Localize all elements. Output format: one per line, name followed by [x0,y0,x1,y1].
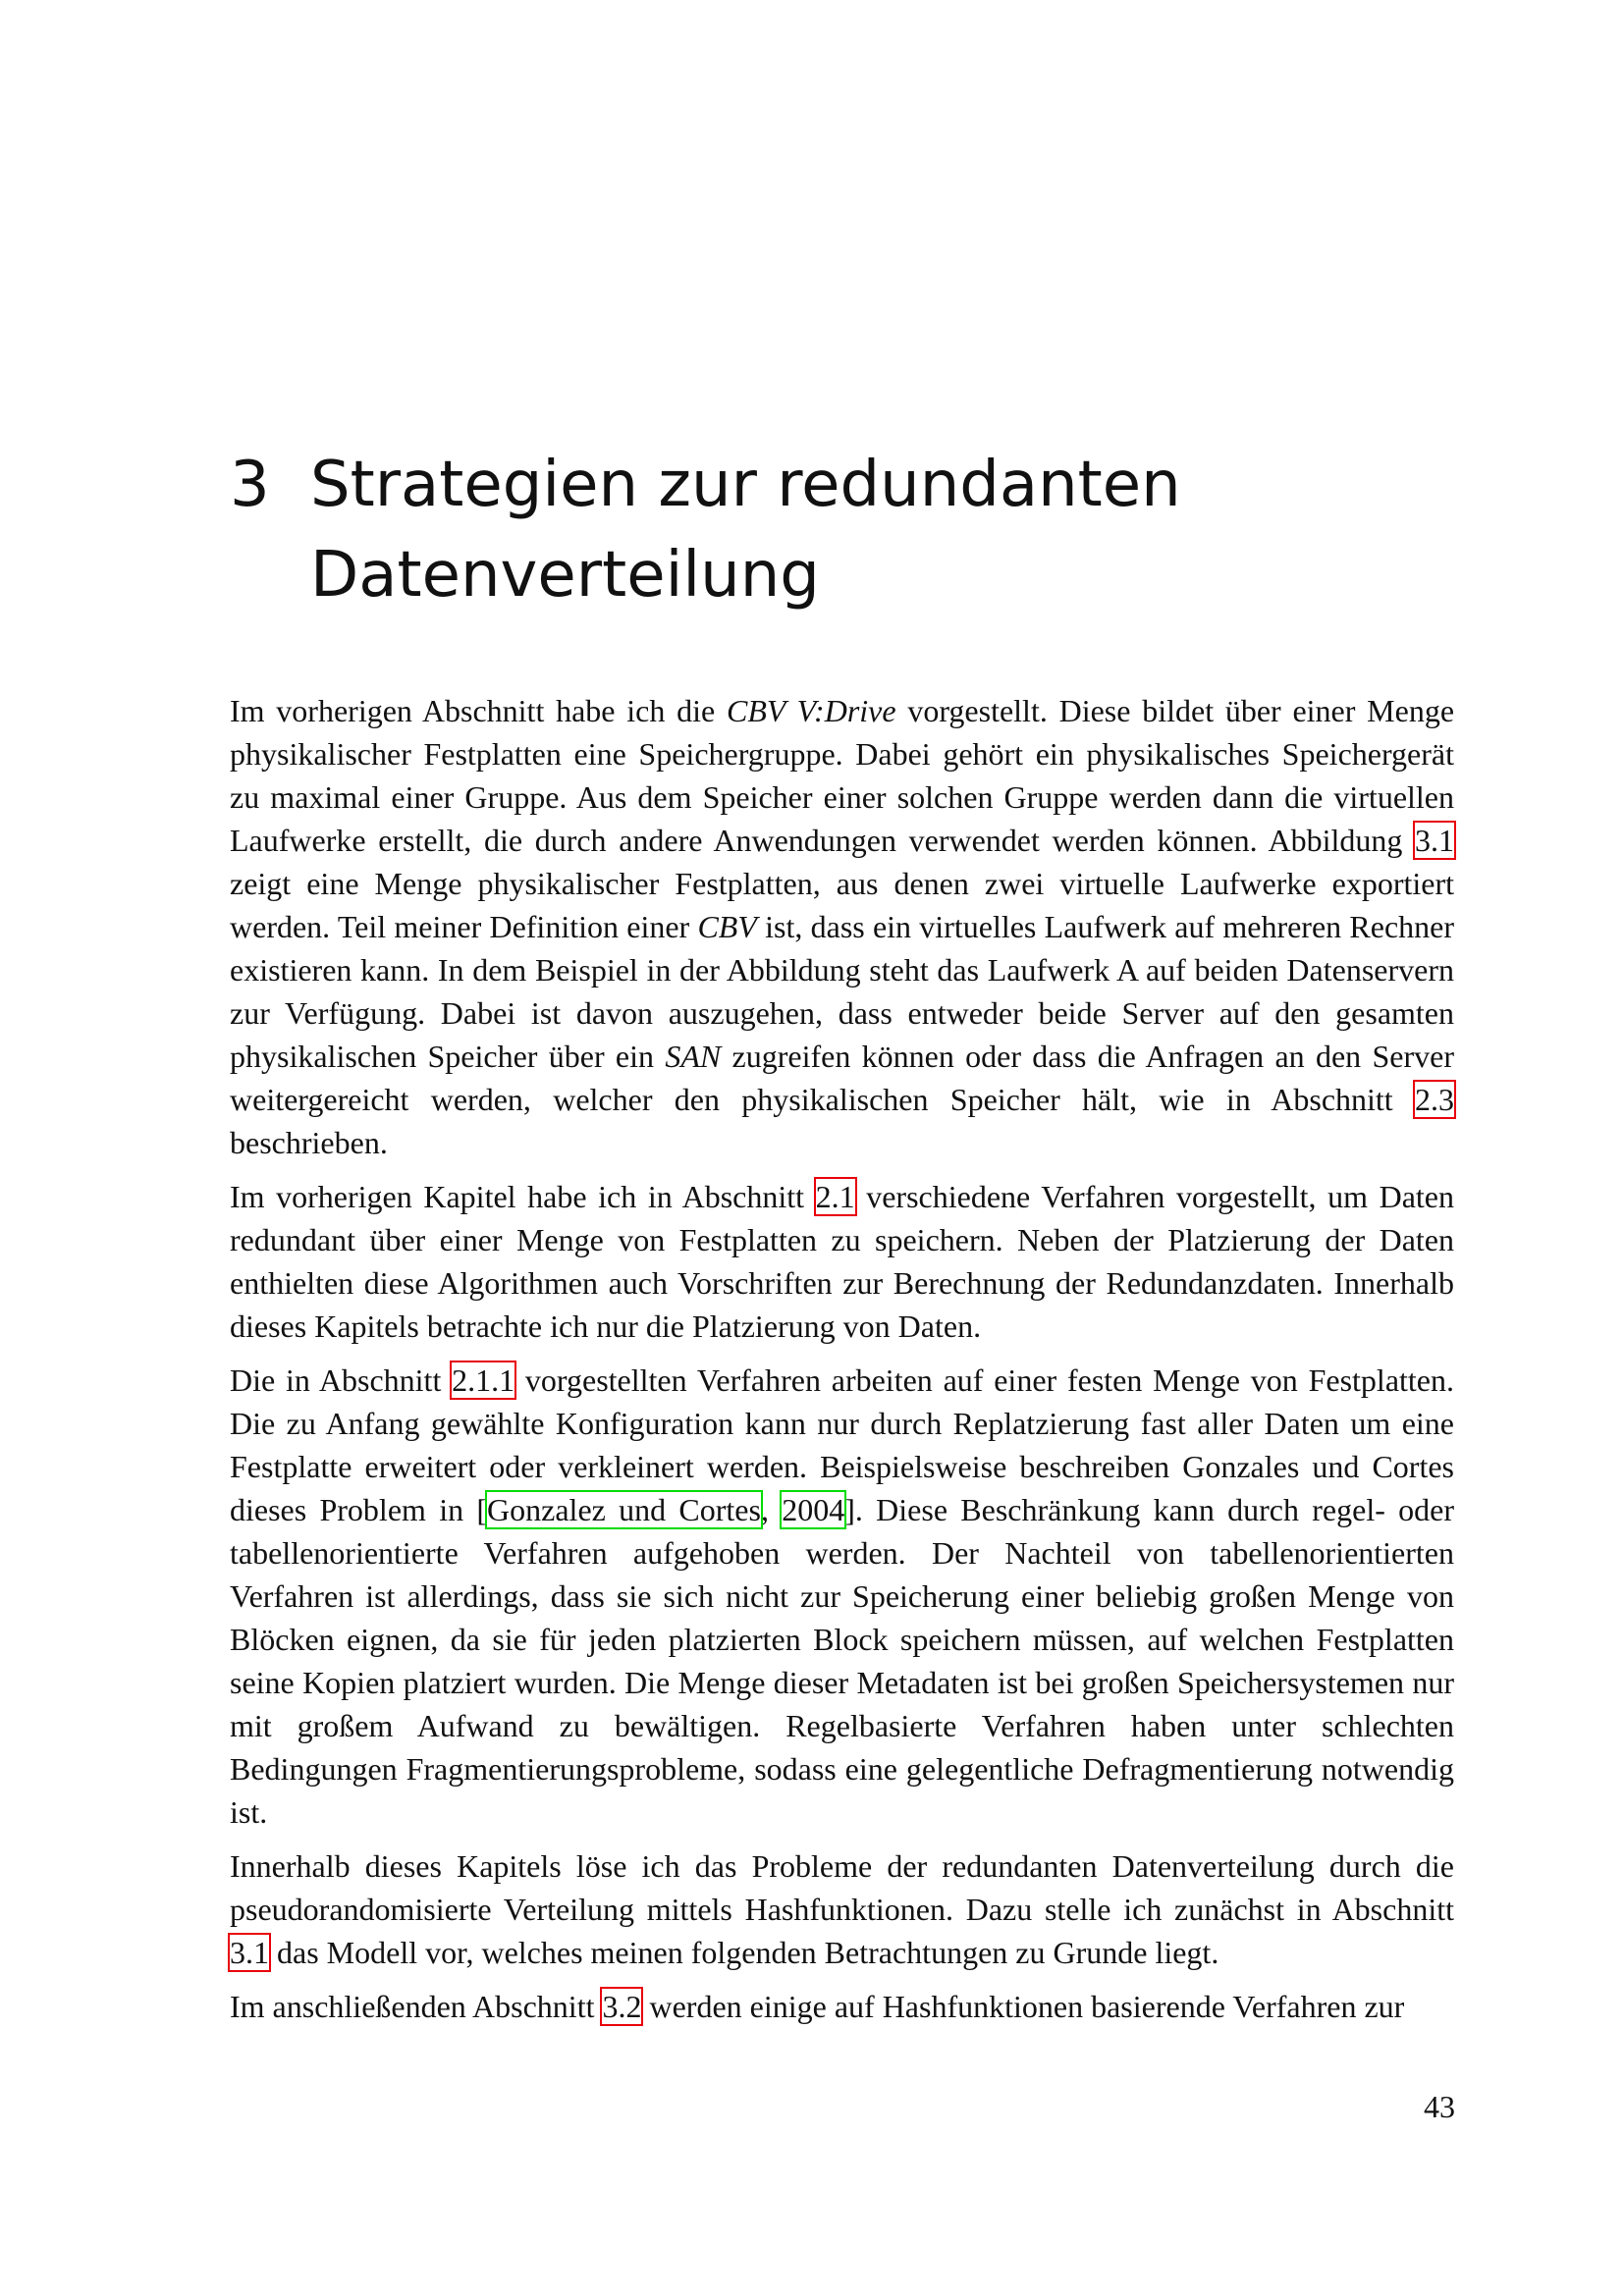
p1-text-1: Im vorherigen Abschnitt habe ich die [230,693,727,728]
term-cbv: CBV [697,909,757,944]
p3-text-4: ]. Diese Beschränkung kann durch regel- oder tabellenorientierte Verfahren aufgehoben werden. Der Nachteil von tabellenorientierten Verfahren ist allerdings, dass sie sich nicht zur Speicherung einer beliebig großen Menge von Blöcken eignen, da sie für jeden platzierten Block speichern müssen, auf welchen Festplatten seine Kopien platziert wurden. Die Menge dieser Metadaten ist bei großen Speichersystemen nur mit großem Aufwand zu bewältigen. Regelbasierte Verfahren haben unter schlechten Bedingungen Fragmentierungsprobleme, sodass eine gelegentliche Defragmentierung notwendig ist. [230,1492,1455,1830]
citation-authors[interactable]: Gonzalez und Cortes [487,1492,761,1527]
paragraph-1 [230,689,1454,1164]
chapter-title-line-1: Strategien zur redundanten [310,449,1181,521]
paragraph-4 [230,1844,1454,1974]
section-ref-3-1[interactable]: 3.1 [230,1935,269,1970]
chapter-title [230,440,1506,620]
section-ref-2-1[interactable]: 2.1 [815,1179,855,1214]
p2-text-1: Im vorherigen Kapitel habe ich in Abschnitt [230,1179,816,1214]
paragraph-5 [230,1985,1454,2028]
p5-text-1: Im anschließenden Abschnitt [230,1989,603,2024]
body-text [230,689,1454,2039]
p1-text-5: zugreifen können oder dass die Anfragen an den Server weitergereicht werden, welcher den physikalischen Speicher hält, wie in Abschnitt [230,1039,1455,1117]
p3-text-3: , [760,1492,783,1527]
p1-text-4: ist, dass ein virtuelles Laufwerk auf mehreren Rechner existieren kann. In dem Beispiel in der Abbildung steht das Laufwerk A auf beiden Datenservern zur Verfügung. Dabei ist davon auszugehen, dass entweder beide Server auf den gesamten physikalischen Speicher über ein [230,909,1455,1074]
figure-ref-3-1[interactable]: 3.1 [1415,823,1454,858]
citation-year[interactable]: 2004 [782,1492,845,1527]
p3-text-1: Die in Abschnitt [230,1362,453,1398]
p4-text-1: Innerhalb dieses Kapitels löse ich das Probleme der redundanten Datenverteilung durch die pseudorandomisierte Verteilung mittels Hashfunktionen. Dazu stelle ich zunächst in Abschnitt [230,1848,1454,1927]
p1-text-6: beschrieben. [230,1125,388,1160]
paragraph-3 [230,1359,1454,1834]
page-number: 43 [1424,2089,1455,2124]
paragraph-2 [230,1175,1454,1348]
section-ref-3-2[interactable]: 3.2 [602,1989,642,2024]
p1-text-3: zeigt eine Menge physikalischer Festplatten, aus denen zwei virtuelle Laufwerke exportiert werden. Teil meiner Definition einer [230,866,1454,944]
p1-text-2: vorgestellt. Diese bildet über einer Menge physikalischer Festplatten eine Speichergruppe. Dabei gehört ein physikalisches Speichergerät zu maximal einer Gruppe. Aus dem Speicher einer solchen Gruppe werden dann die virtuellen Laufwerke erstellt, die durch andere Anwendungen verwendet werden können. Abbildung [230,693,1455,858]
p5-text-2: werden einige auf Hashfunktionen basierende Verfahren zur [641,1989,1405,2024]
p2-text-2: verschiedene Verfahren vorgestellt, um Daten redundant über einer Menge von Festplatten zu speichern. Neben der Platzierung der Daten enthielten diese Algorithmen auch Vorschriften zur Berechnung der Redundanzdaten. Innerhalb dieses Kapitels betrachte ich nur die Platzierung von Daten. [230,1179,1455,1344]
term-cbv-vdrive: CBV V:Drive [726,693,896,728]
section-ref-2-3[interactable]: 2.3 [1415,1082,1454,1117]
section-ref-2-1-1[interactable]: 2.1.1 [452,1362,515,1398]
term-san: SAN [665,1039,722,1074]
chapter-number: 3 [230,449,270,521]
p3-text-2: vorgestellten Verfahren arbeiten auf einer festen Menge von Festplatten. Die zu Anfang gewählte Konfiguration kann nur durch Replatzierung fast aller Daten um eine Festplatte erweitert oder verkleinert werden. Beispielsweise beschreiben Gonzales und Cortes dieses Problem in [ [230,1362,1455,1527]
p4-text-2: das Modell vor, welches meinen folgenden Betrachtungen zu Grunde liegt. [269,1935,1219,1970]
chapter-title-line-2: Datenverteilung [310,539,820,612]
